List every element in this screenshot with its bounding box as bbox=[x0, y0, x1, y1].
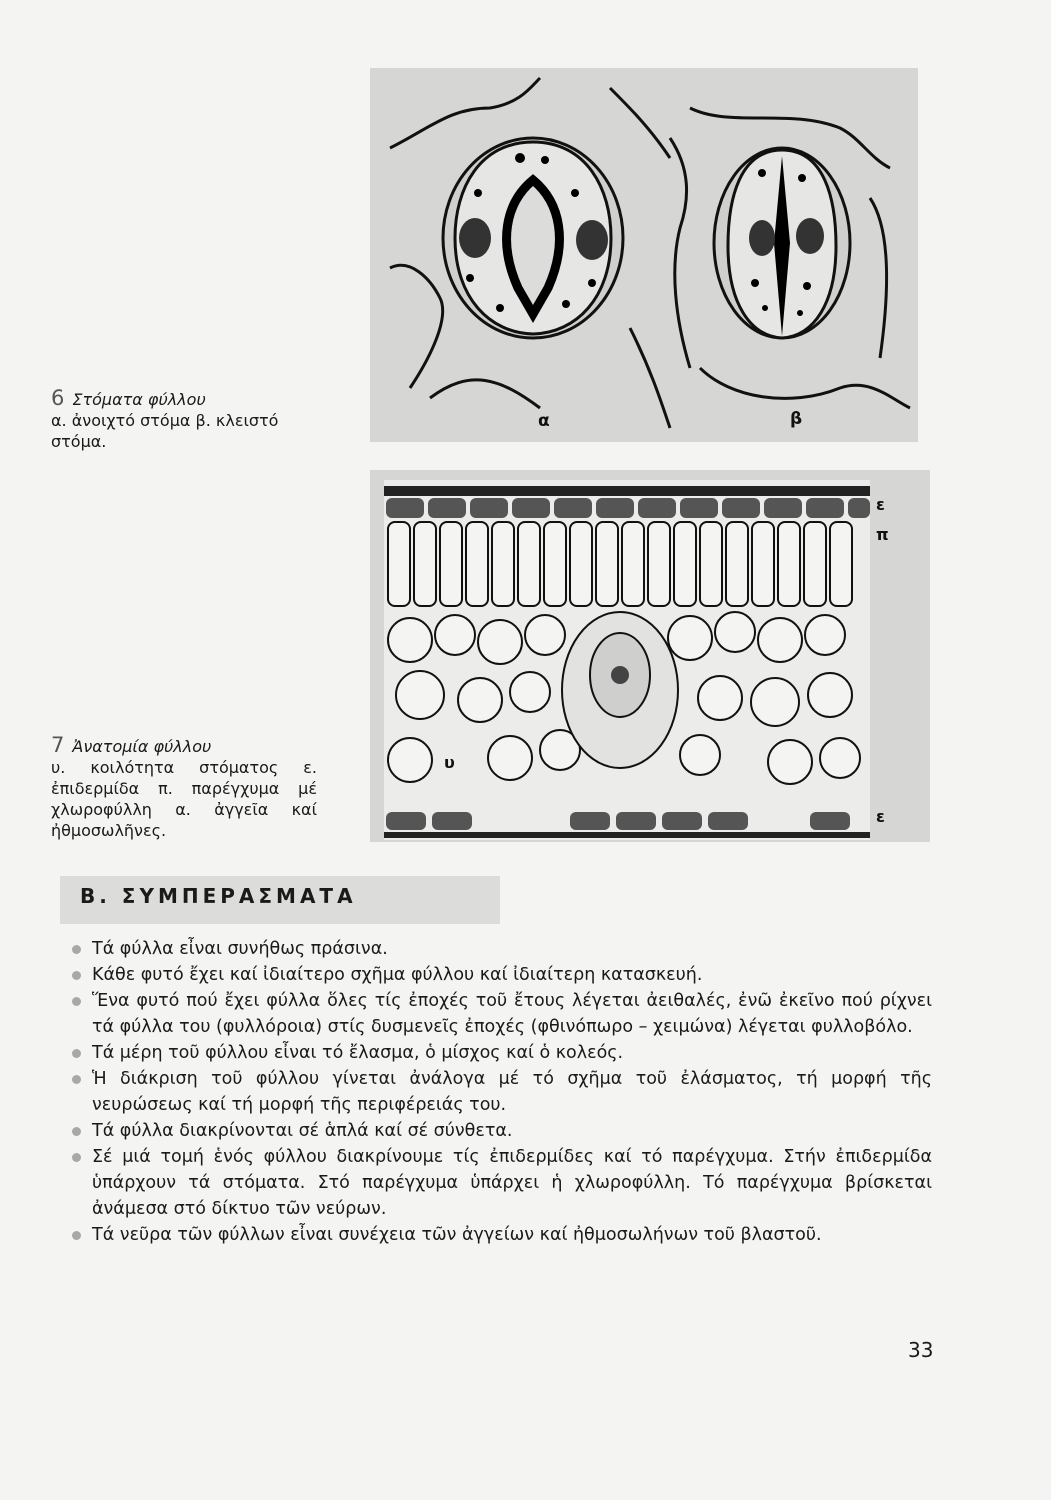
label-parenchyma: π bbox=[876, 525, 889, 544]
figure-6-caption bbox=[51, 388, 331, 452]
bullet-icon bbox=[72, 1153, 81, 1162]
label-alpha: α bbox=[538, 411, 550, 431]
list-item: Τά μέρη τοῦ φύλλου εἶναι τό ἔλασμα, ὁ μίσχος καί ὁ κολεός. bbox=[70, 1040, 932, 1066]
label-epidermis-bottom: ε bbox=[876, 807, 885, 826]
figure-6-number: 6 bbox=[51, 386, 65, 410]
label-epidermis-top: ε bbox=[876, 495, 885, 514]
list-item: Τά νεῦρα τῶν φύλλων εἶναι συνέχεια τῶν ἀγγείων καί ἠθμοσωλήνων τοῦ βλαστοῦ. bbox=[70, 1222, 932, 1248]
figure-7-caption bbox=[51, 735, 317, 841]
figure-6-title: Στόματα φύλλου bbox=[72, 390, 206, 409]
bullet-icon bbox=[72, 997, 81, 1006]
bullet-icon bbox=[72, 1075, 81, 1084]
conclusions-list bbox=[70, 936, 932, 1248]
figure-7-text: υ. κοιλότητα στόματος ε. ἐπιδερμίδα π. παρέγχυμα μέ χλωροφύλλη α. ἀγγεῖα καί ἠθμοσωλῆνες. bbox=[51, 758, 317, 840]
list-item: Τά φύλλα εἶναι συνήθως πράσινα. bbox=[70, 936, 932, 962]
section-title: Β. ΣΥΜΠΕΡΑΣΜΑΤΑ bbox=[80, 884, 357, 908]
list-item: Κάθε φυτό ἔχει καί ἰδιαίτερο σχῆμα φύλλου καί ἰδιαίτερη κατασκευή. bbox=[70, 962, 932, 988]
label-beta: β bbox=[790, 409, 803, 429]
figure-7-number: 7 bbox=[51, 733, 65, 757]
list-item: Σέ μιά τομή ἑνός φύλλου διακρίνουμε τίς ἐπιδερμίδες καί τό παρέγχυμα. Στήν ἐπιδερμίδα ὑπάρχουν τά στόματα. Στό παρέγχυμα ὑπάρχει ἡ χλωροφύλλη. Τό παρέγχυμα βρίσκεται ἀνάμεσα στό δίκτυο τῶν νεύρων. bbox=[70, 1144, 932, 1222]
list-item: Ἡ διάκριση τοῦ φύλλου γίνεται ἀνάλογα μέ τό σχῆμα τοῦ ἐλάσματος, τή μορφή τῆς νευρώσεως καί τή μορφή τῆς περιφέρειάς του. bbox=[70, 1066, 932, 1118]
list-item: Ἕνα φυτό πού ἔχει φύλλα ὅλες τίς ἐποχές τοῦ ἔτους λέγεται ἀειθαλές, ἐνῶ ἐκεῖνο πού ρίχνει τά φύλλα του (φυλλόροια) στίς δυσμενεῖς ἐποχές (φθινόπωρο – χειμώνα) λέγεται φυλλοβόλο. bbox=[70, 988, 932, 1040]
figure-7-title: Ἀνατομία φύλλου bbox=[72, 737, 212, 756]
bullet-icon bbox=[72, 1127, 81, 1136]
figure-6-text: α. ἀνοιχτό στόμα β. κλειστό στόμα. bbox=[51, 411, 279, 451]
bullet-icon bbox=[72, 945, 81, 954]
stomata-figure bbox=[370, 68, 918, 442]
bullet-icon bbox=[72, 1231, 81, 1240]
open-stoma bbox=[443, 138, 623, 338]
leaf-anatomy-figure bbox=[370, 470, 930, 842]
bullet-icon bbox=[72, 1049, 81, 1058]
bullet-icon bbox=[72, 971, 81, 980]
label-cavity: υ bbox=[444, 753, 455, 772]
page-number: 33 bbox=[908, 1338, 934, 1362]
closed-stoma bbox=[714, 148, 850, 338]
list-item: Τά φύλλα διακρίνονται σέ ἁπλά καί σέ σύνθετα. bbox=[70, 1118, 932, 1144]
